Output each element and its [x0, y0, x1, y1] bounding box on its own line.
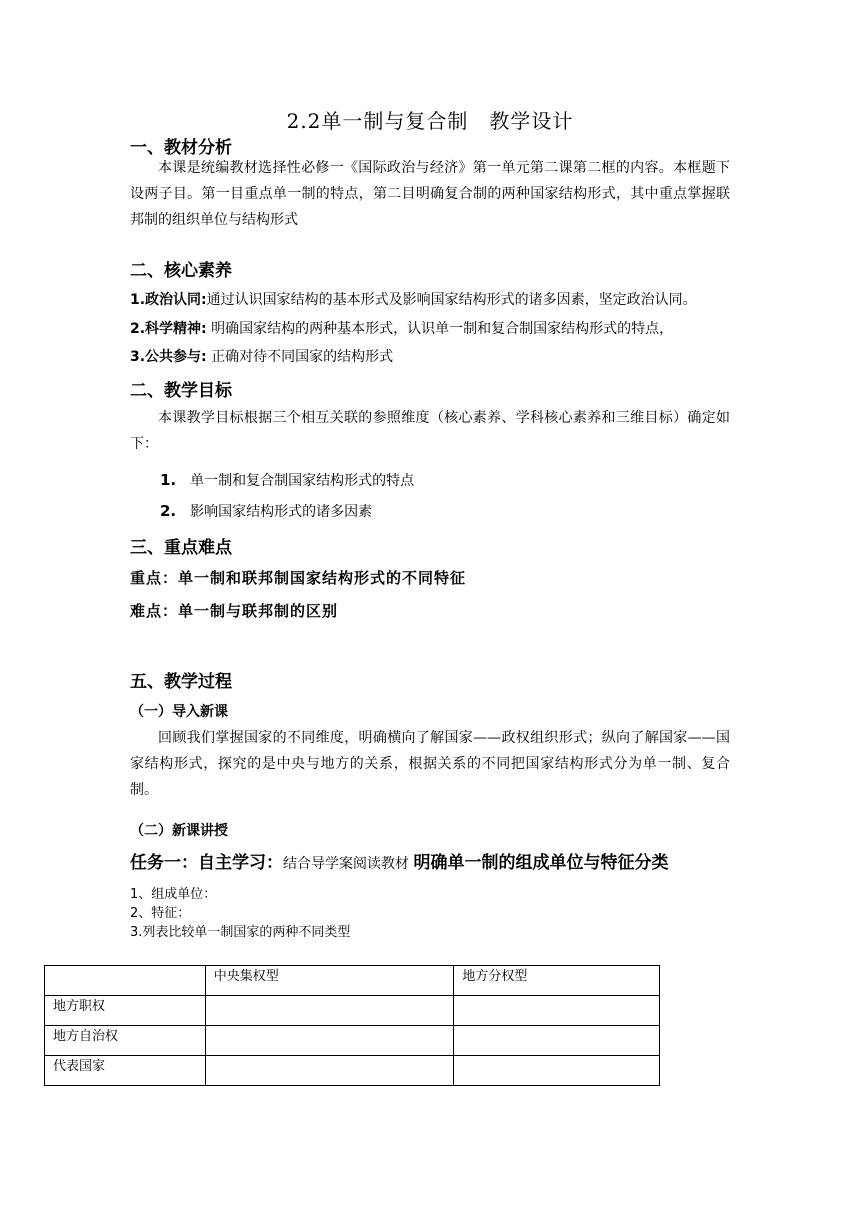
- comparison-table: [44, 965, 660, 1086]
- table-row: [45, 1056, 660, 1086]
- difficult-point: 难点：单一制与联邦制的区别: [130, 602, 339, 620]
- subheading-introduction: （一）导入新课: [130, 704, 228, 720]
- core-literacy-label: 2.科学精神:: [130, 321, 207, 337]
- table-header-cell: [45, 966, 206, 996]
- page-title: 2.2单一制与复合制 教学设计: [286, 109, 574, 133]
- table-cell[interactable]: [205, 996, 454, 1026]
- task-line-2: 2、特征：: [130, 906, 191, 921]
- core-literacy-text: 通过认识国家结构的基本形式及影响国家结构形式的诸多因素，坚定政治认同。: [206, 292, 697, 308]
- task-line-3: 3.列表比较单一制国家的两种不同类型: [130, 925, 351, 940]
- new-lesson-label: （二）新课讲授: [130, 823, 228, 839]
- section-heading-textbook-analysis: 一、教材分析: [130, 138, 232, 158]
- goal-item-1: [160, 470, 414, 490]
- core-literacy-label: 1.政治认同:: [130, 292, 207, 308]
- table-row: [45, 996, 660, 1026]
- subheading-new-lesson: [130, 820, 228, 840]
- table-cell[interactable]: [454, 1056, 660, 1086]
- table-row: [45, 1026, 660, 1056]
- core-literacy-item-1: [130, 289, 697, 309]
- section-heading-core-literacy: 二、核心素养: [130, 261, 232, 281]
- table-cell: 代表国家: [45, 1056, 206, 1086]
- task-prefix: 任务一：自主学习：: [130, 853, 283, 873]
- table-header-cell: 地方分权型: [454, 966, 660, 996]
- teaching-goals-paragraph: 本课教学目标根据三个相互关联的参照维度（核心素养、学科核心素养和三维目标）确定如下：: [130, 410, 730, 452]
- task-goal: 明确单一制的组成单位与特征分类: [413, 853, 669, 873]
- table-header-row: [45, 966, 660, 996]
- section-heading-teaching-process: 五、教学过程: [130, 672, 232, 692]
- core-literacy-text: 明确国家结构的两种基本形式，认识单一制和复合制国家结构形式的特点，: [206, 321, 674, 337]
- table-cell[interactable]: [205, 1056, 454, 1086]
- section-heading-key-difficult: 三、重点难点: [130, 538, 232, 558]
- goal-item-2: [160, 501, 372, 521]
- goal-text: 单一制和复合制国家结构形式的特点: [190, 473, 415, 489]
- core-literacy-label: 3.公共参与:: [130, 349, 207, 365]
- textbook-analysis-paragraph: 本课是统编教材选择性必修一《国际政治与经济》第一单元第二课第二框的内容。本框题下设两子目。第一目重点单一制的特点，第二目明确复合制的两种国家结构形式，其中重点掌握联邦制的组织单位与结构形式: [130, 160, 730, 228]
- core-literacy-item-3: [130, 346, 393, 366]
- section-heading-teaching-goals: 二、教学目标: [130, 381, 232, 401]
- table-cell: 地方职权: [45, 996, 206, 1026]
- task-line-1: 1、组成单位：: [130, 887, 217, 902]
- table-cell[interactable]: [454, 996, 660, 1026]
- introduction-paragraph: 回顾我们掌握国家的不同维度，明确横向了解国家——政权组织形式；纵向了解国家——国家结构形式，探究的是中央与地方的关系，根据关系的不同把国家结构形式分为单一制、复合制。: [130, 730, 730, 798]
- core-literacy-item-2: [130, 318, 673, 338]
- goal-number: 1.: [160, 471, 177, 489]
- key-point: 重点：单一制和联邦制国家结构形式的不同特征: [130, 569, 467, 587]
- goal-text: 影响国家结构形式的诸多因素: [190, 504, 373, 520]
- goal-number: 2.: [160, 502, 177, 520]
- table-cell[interactable]: [454, 1026, 660, 1056]
- table-cell[interactable]: [205, 1026, 454, 1056]
- task-instruction: 结合导学案阅读教材: [283, 856, 414, 872]
- table-cell: 地方自治权: [45, 1026, 206, 1056]
- task-one-heading: [130, 848, 668, 873]
- table-header-cell: 中央集权型: [205, 966, 454, 996]
- core-literacy-text: 正确对待不同国家的结构形式: [206, 349, 394, 365]
